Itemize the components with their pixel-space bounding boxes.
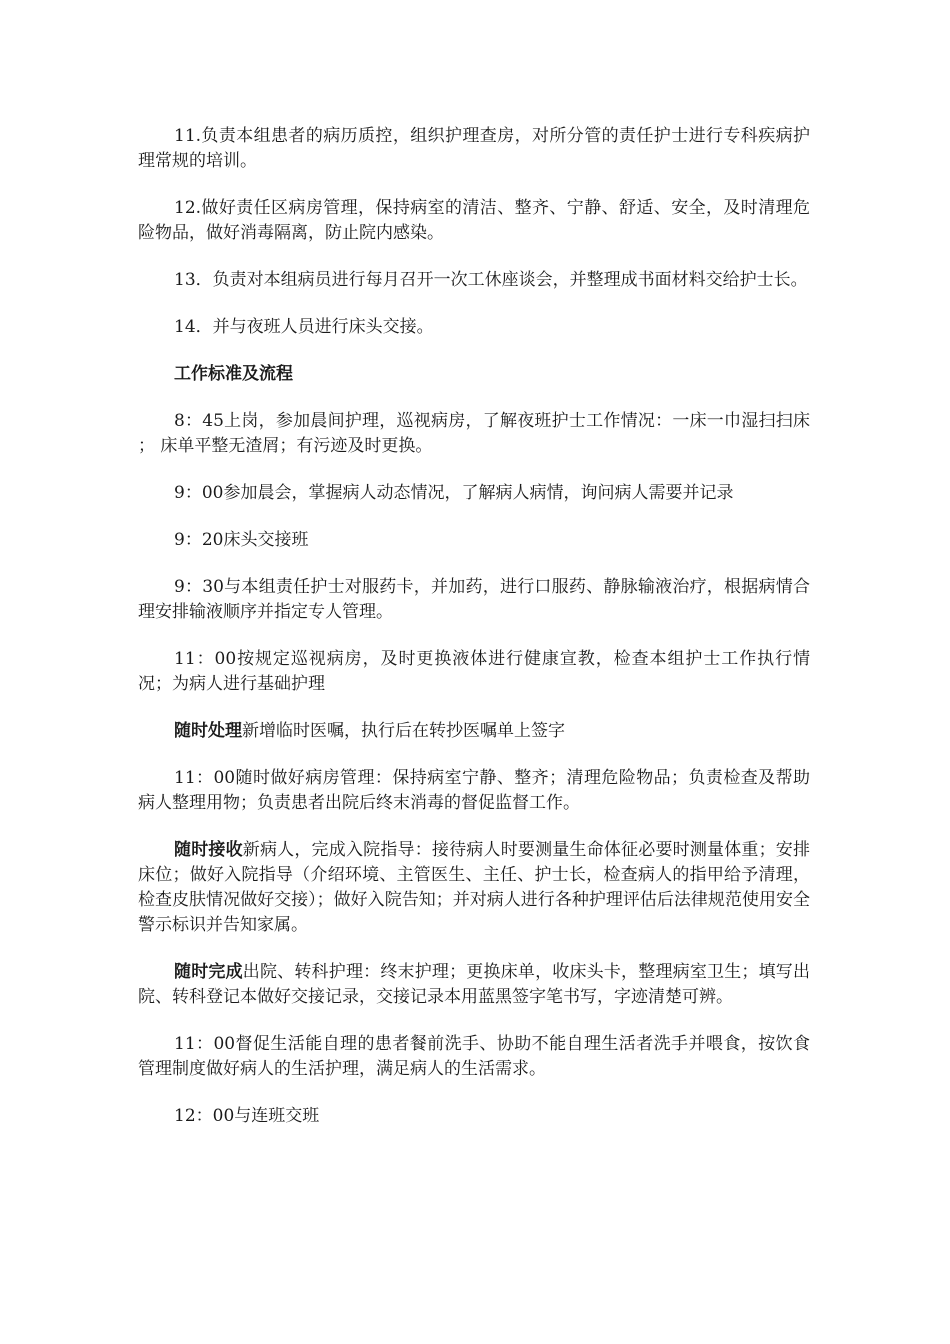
paragraph-14: [138, 315, 810, 340]
paragraph-text: 12.做好责任区病房管理，保持病室的清洁、整齐、宁静、舒适、安全，及时清理危险物品，做好消毒隔离，防止院内感染。: [138, 198, 810, 243]
paragraph-11: [138, 124, 810, 174]
paragraph-1200: [138, 1104, 810, 1129]
paragraph-0845: [138, 409, 810, 459]
paragraph-0930: [138, 575, 810, 625]
paragraph-text: 11：00督促生活能自理的患者餐前洗手、协助不能自理生活者洗手并喂食，按饮食管理制度做好病人的生活护理，满足病人的生活需求。: [138, 1034, 810, 1079]
paragraph-0900: [138, 481, 810, 506]
paragraph-text: 9：20床头交接班: [174, 530, 309, 550]
paragraph-text: 11.负责本组患者的病历质控，组织护理查房，对所分管的责任护士进行专科疾病护理常规的培训。: [138, 126, 810, 171]
paragraph-text: 11：00随时做好病房管理：保持病室宁静、整齐；清理危险物品；负责检查及帮助病人整理用物；负责患者出院后终末消毒的督促监督工作。: [138, 768, 810, 813]
paragraph-text: 新病人，完成入院指导：接待病人时要测量生命体征必要时测量体重；安排床位；做好入院指导（介绍环境、主管医生、主任、护士长，检查病人的指甲给予清理，检查皮肤情况做好交接）；做好入院告知；并对病人进行各种护理评估后法律规范使用安全警示标识并告知家属。: [138, 840, 811, 935]
paragraph-anytime-complete: [138, 960, 810, 1010]
document-body: [138, 124, 810, 1151]
paragraph-text: 9：00参加晨会，掌握病人动态情况，了解病人病情，询问病人需要并记录: [174, 483, 734, 503]
paragraph-lead: 随时处理: [174, 721, 242, 741]
paragraph-anytime-receive: [138, 838, 810, 938]
paragraph-text: 出院、转科护理：终末护理；更换床单，收床头卡，整理病室卫生；填写出院、转科登记本做好交接记录，交接记录本用蓝黑签字笔书写，字迹清楚可辨。: [138, 962, 811, 1007]
paragraph-text: 新增临时医嘱，执行后在转抄医嘱单上签字: [242, 721, 565, 741]
paragraph-1100-meals: [138, 1032, 810, 1082]
paragraph-lead: 随时接收: [174, 840, 243, 860]
heading-text: 工作标准及流程: [174, 364, 293, 384]
paragraph-text: 14．并与夜班人员进行床头交接。: [174, 317, 434, 337]
paragraph-text: 8：45上岗，参加晨间护理，巡视病房，了解夜班护士工作情况：一床一巾湿扫扫床 ； 床单平整无渣屑；有污迹及时更换。: [138, 411, 810, 456]
paragraph-lead: 随时完成: [174, 962, 243, 982]
paragraph-anytime-process: [138, 719, 810, 744]
paragraph-12: [138, 196, 810, 246]
paragraph-0920: [138, 528, 810, 553]
paragraph-text: 9：30与本组责任护士对服药卡，并加药，进行口服药、静脉输液治疗，根据病情合理安排输液顺序并指定专人管理。: [138, 577, 810, 622]
paragraph-text: 11：00按规定巡视病房，及时更换液体进行健康宣教，检查本组护士工作执行情况；为病人进行基础护理: [138, 649, 810, 694]
paragraph-text: 12：00与连班交班: [174, 1106, 320, 1126]
paragraph-text: 13．负责对本组病员进行每月召开一次工休座谈会，并整理成书面材料交给护士长。: [174, 270, 808, 290]
section-heading: [138, 362, 810, 387]
paragraph-1100-rounds: [138, 647, 810, 697]
paragraph-1100-ward: [138, 766, 810, 816]
paragraph-13: [138, 268, 810, 293]
